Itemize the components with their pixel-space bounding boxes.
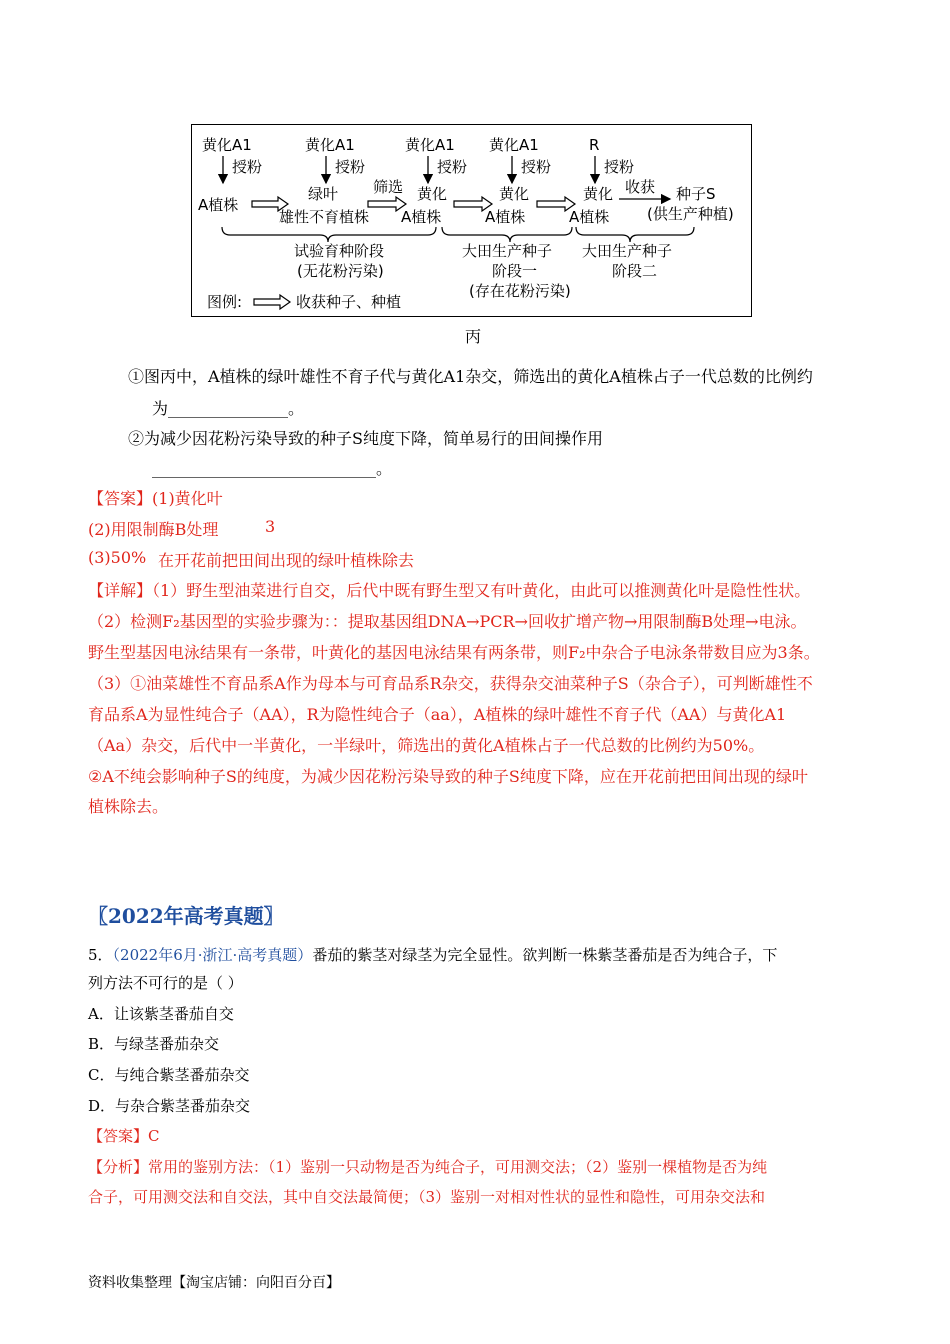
answer-1: (1)黄化叶 bbox=[152, 489, 223, 508]
pollinate-label-1: 授粉 bbox=[232, 158, 263, 176]
parent-label-2: 黄化A1 bbox=[305, 136, 355, 154]
question-2-line-2: ____________________________。 bbox=[152, 459, 393, 478]
plant-a-label: A植株 bbox=[198, 196, 239, 214]
question-1-line-2: 为_______________。 bbox=[152, 399, 305, 418]
detail-p2-line-2: 野生型基因电泳结果有一条带，叶黄化的基因电泳结果有两条带，则F₂中杂合子电泳条带数目应为3条。 bbox=[88, 643, 820, 662]
legend-label: 图例: bbox=[207, 293, 243, 311]
stage1-note: (无花粉污染) bbox=[297, 262, 384, 280]
q5-option-b: B．与绿茎番茄杂交 bbox=[88, 1035, 220, 1053]
q5-option-a: A．让该紫茎番茄自交 bbox=[88, 1005, 234, 1023]
yellow-label-3: 黄化 bbox=[583, 185, 614, 203]
q5-analysis-line-2: 合子，可用测交法和自交法，其中自交法最简便；（3）鉴别一对相对性状的显性和隐性，可用杂交法和 bbox=[88, 1188, 766, 1206]
yellow-label-2: 黄化 bbox=[499, 185, 530, 203]
harvest-label: 收获 bbox=[625, 178, 656, 196]
pollinate-label-3: 授粉 bbox=[437, 158, 468, 176]
q5-source: （2022年6月·浙江·高考真题） bbox=[112, 946, 313, 964]
breeding-diagram bbox=[191, 124, 752, 317]
q5-option-d: D．与杂合紫茎番茄杂交 bbox=[88, 1097, 251, 1115]
q5-number: 5． bbox=[88, 946, 113, 964]
parent-label-4: 黄化A1 bbox=[489, 136, 539, 154]
diagram-caption: 丙 bbox=[465, 327, 482, 346]
question-1-line-1: ①图丙中，A植株的绿叶雄性不育子代与黄化A1杂交，筛选出的黄化A植株占子一代总数的比例约 bbox=[128, 367, 813, 386]
screen-label: 筛选 bbox=[373, 178, 404, 196]
question-2-line-1: ②为减少因花粉污染导致的种子S纯度下降，简单易行的田间操作用 bbox=[128, 429, 603, 448]
brace-stage-2 bbox=[442, 227, 572, 242]
seed-use-label: (供生产种植) bbox=[647, 205, 734, 223]
parent-label-5: R bbox=[589, 136, 600, 154]
detail-p3-line-1: （3）①油菜雄性不育品系A作为母本与可育品系R杂交，获得杂交油菜种子S（杂合子），可判断雄性不 bbox=[88, 674, 813, 693]
answer-2: (2)用限制酶B处理 bbox=[88, 520, 219, 539]
stage3-title: 大田生产种子 bbox=[582, 242, 673, 260]
parent-label-1: 黄化A1 bbox=[202, 136, 252, 154]
pollinate-label-4: 授粉 bbox=[521, 158, 552, 176]
q5-stem-line-2: 列方法不可行的是（ ） bbox=[88, 974, 243, 992]
parent-label-3: 黄化A1 bbox=[405, 136, 455, 154]
footer-text: 资料收集整理【淘宝店铺：向阳百分百】 bbox=[88, 1275, 340, 1291]
detail-p4-line-1: ②A不纯会影响种子S的纯度，为减少因花粉污染导致的种子S纯度下降，应在开花前把田间出现的绿叶 bbox=[88, 767, 808, 786]
yellow-label-1: 黄化 bbox=[417, 185, 448, 203]
diagram-canvas bbox=[192, 125, 753, 318]
legend-hollow-arrow bbox=[254, 295, 290, 309]
detail-p2-line-1: （2）检测F₂基因型的实验步骤为：：提取基因组DNA→PCR→回收扩增产物→用限制酶B处理→电泳。 bbox=[88, 612, 807, 631]
detail-p4-line-2: 植株除去。 bbox=[88, 797, 169, 816]
answer-block bbox=[88, 486, 223, 509]
answer-label: 【答案】 bbox=[88, 489, 153, 508]
answer-3-text: 在开花前把田间出现的绿叶植株除去 bbox=[158, 551, 415, 570]
q5-analysis-line-1: 【分析】常用的鉴别方法：（1）鉴别一只动物是否为纯合子，可用测交法；（2）鉴别一棵植物是否为纯 bbox=[88, 1158, 768, 1176]
green-leaf-label: 绿叶 bbox=[308, 185, 339, 203]
brace-stage-3 bbox=[576, 227, 694, 242]
detail-para-1 bbox=[88, 578, 810, 601]
section-heading: 〖2022年高考真题〗 bbox=[88, 904, 284, 928]
a-plant-label-1: A植株 bbox=[401, 208, 442, 226]
male-sterile-label: 雄性不育植株 bbox=[279, 208, 370, 226]
pollinate-label-5: 授粉 bbox=[604, 158, 635, 176]
detail-p1: （1）野生型油菜进行自交，后代中既有野生型又有叶黄化，由此可以推测黄化叶是隐性性状。 bbox=[152, 581, 811, 600]
q5-stem-line-1 bbox=[88, 944, 777, 965]
q5-stem-text: 番茄的紫茎对绿茎为完全显性。欲判断一株紫茎番茄是否为纯合子，下 bbox=[312, 946, 778, 964]
stage2-sub: 阶段一 bbox=[492, 262, 538, 280]
answer-2-value: 3 bbox=[265, 517, 276, 536]
a-plant-label-2: A植株 bbox=[485, 208, 526, 226]
detail-p3-line-3: （Aa）杂交，后代中一半黄化，一半绿叶，筛选出的黄化A植株占子一代总数的比例约为50%。 bbox=[88, 736, 765, 755]
seed-s-label: 种子S bbox=[676, 185, 716, 203]
brace-stage-1 bbox=[222, 227, 436, 242]
q5-option-c: C．与纯合紫茎番茄杂交 bbox=[88, 1066, 250, 1084]
legend-text: 收获种子、种植 bbox=[296, 293, 402, 311]
stage2-title: 大田生产种子 bbox=[462, 242, 553, 260]
stage2-note: (存在花粉污染) bbox=[469, 282, 571, 300]
answer-3: (3)50% bbox=[88, 548, 147, 567]
detail-label: 【详解】 bbox=[88, 581, 153, 600]
q5-answer: 【答案】C bbox=[88, 1127, 160, 1145]
stage1-title: 试验育种阶段 bbox=[294, 242, 385, 260]
a-plant-label-3: A植株 bbox=[569, 208, 610, 226]
detail-p3-line-2: 育品系A为显性纯合子（AA），R为隐性纯合子（aa），A植株的绿叶雄性不育子代（AA）与黄化A1 bbox=[88, 705, 787, 724]
stage3-sub: 阶段二 bbox=[612, 262, 658, 280]
pollinate-label-2: 授粉 bbox=[335, 158, 366, 176]
